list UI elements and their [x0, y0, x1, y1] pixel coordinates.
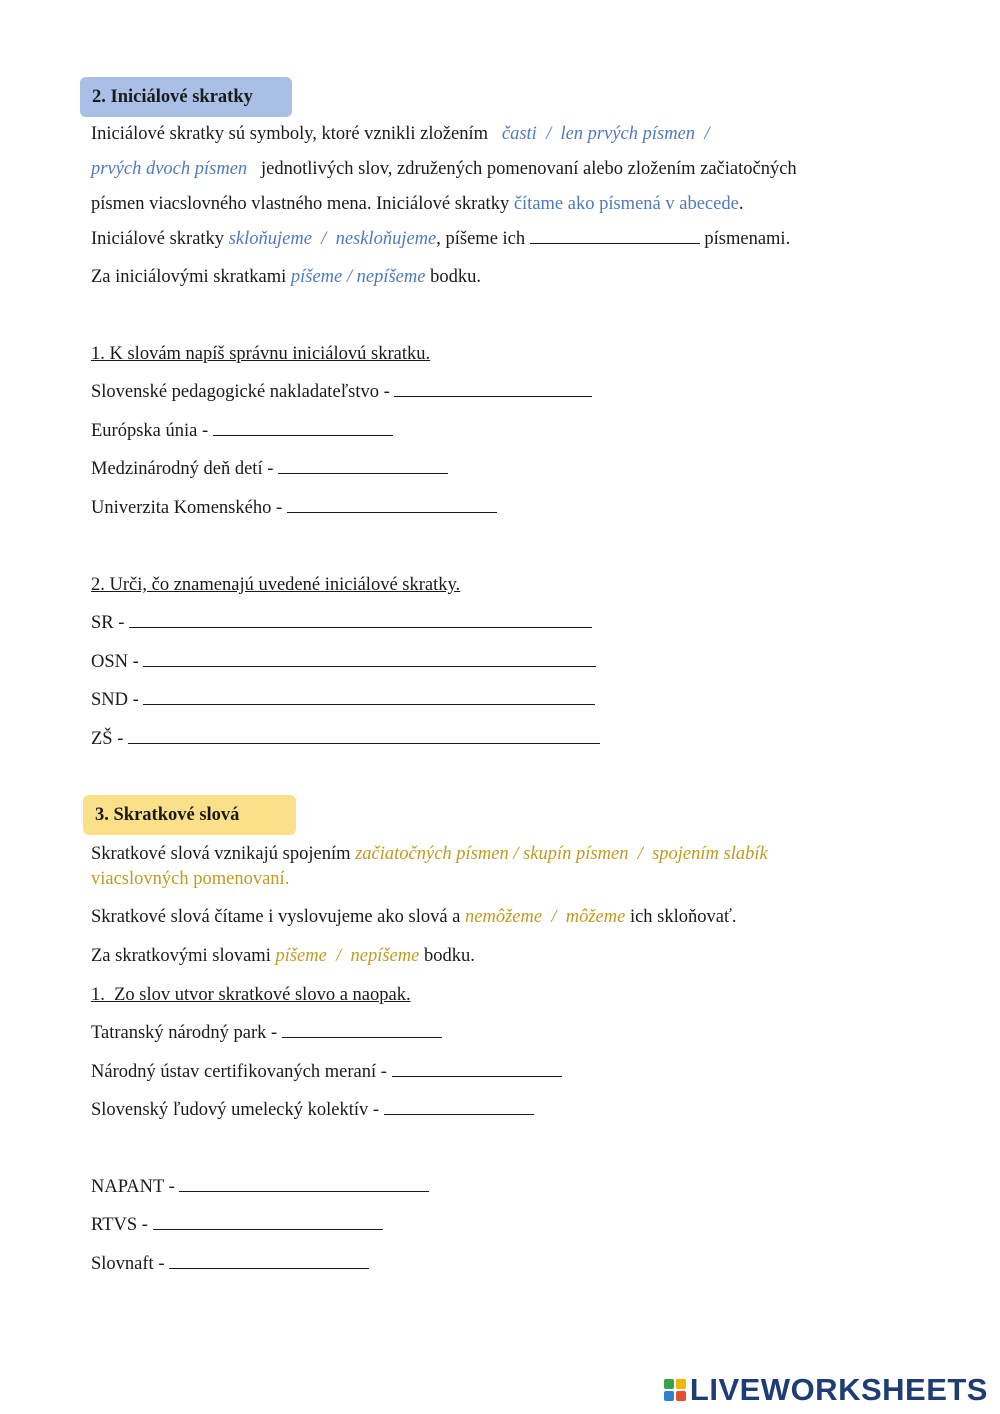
exercise-2-2-item: SR - — [91, 611, 592, 635]
liveworksheets-logo-icon — [664, 1379, 686, 1401]
answer-blank[interactable] — [213, 419, 393, 436]
answer-blank[interactable] — [153, 1213, 383, 1230]
option-prvych-dvoch-pismen[interactable]: prvých dvoch písmen — [91, 159, 248, 179]
answer-blank[interactable] — [384, 1098, 534, 1115]
answer-blank[interactable] — [128, 727, 600, 744]
exercise-2-1-title: 1. K slovám napíš správnu iniciálovú skratku. — [91, 344, 431, 364]
option-nemozeme[interactable]: nemôžeme — [465, 907, 543, 927]
section-2-paragraph-line-4: Iniciálové skratky skloňujeme / neskloňujeme, píšeme ich písmenami. — [91, 229, 791, 249]
section-2-paragraph-line-5: Za iniciálovými skratkami píšeme / nepíšeme bodku. — [91, 267, 481, 287]
exercise-2-1-item: Európska únia - — [91, 419, 393, 443]
answer-blank[interactable] — [143, 688, 595, 705]
option-mozeme[interactable]: môžeme — [565, 907, 626, 927]
exercise-3-1-item-2: NAPANT - — [91, 1175, 429, 1199]
answer-blank[interactable] — [278, 457, 448, 474]
exercise-3-1-item-2: RTVS - — [91, 1213, 383, 1237]
exercise-3-1-item: Tatranský národný park - — [91, 1021, 442, 1045]
exercise-3-1-title: 1. Zo slov utvor skratkové slovo a naopak. — [91, 985, 411, 1005]
section-3-paragraph-line-3: Skratkové slová čítame i vyslovujeme ako slová a nemôžeme / môžeme ich skloňovať. — [91, 907, 737, 927]
option-sklonujeme[interactable]: skloňujeme — [228, 229, 312, 249]
option-nepiseme[interactable]: nepíšeme — [350, 946, 420, 966]
option-nesklonujeme[interactable]: neskloňujeme — [335, 229, 437, 249]
exercise-2-1-item: Slovenské pedagogické nakladateľstvo - — [91, 380, 592, 404]
answer-blank[interactable] — [143, 650, 596, 667]
answer-blank[interactable] — [169, 1252, 369, 1269]
exercise-2-2-item: OSN - — [91, 650, 596, 674]
blank-pismenami[interactable] — [530, 227, 700, 244]
section-3-heading: 3. Skratkové slová — [83, 795, 296, 835]
exercise-2-1-item: Univerzita Komenského - — [91, 496, 497, 520]
answer-citame-ako-pismena: čítame ako písmená v abecede — [513, 194, 739, 214]
options-zaciatocnych-skupin-slabik[interactable]: začiatočných písmen / skupín písmen / spojením slabík — [355, 844, 768, 864]
exercise-2-2-item: ZŠ - — [91, 727, 600, 751]
answer-blank[interactable] — [129, 611, 592, 628]
option-piseme[interactable]: píšeme — [275, 946, 327, 966]
section-3-paragraph-line-2: viacslovných pomenovaní. — [91, 869, 290, 889]
option-casti[interactable]: časti — [501, 124, 537, 144]
exercise-2-2-title: 2. Urči, čo znamenajú uvedené iniciálové skratky. — [91, 575, 461, 595]
answer-blank[interactable] — [287, 496, 497, 513]
exercise-3-1-item: Národný ústav certifikovaných meraní - — [91, 1060, 562, 1084]
section-2-heading: 2. Iniciálové skratky — [80, 77, 292, 117]
exercise-3-1-item-2: Slovnaft - — [91, 1252, 369, 1276]
section-2-paragraph-line-1: Iniciálové skratky sú symboly, ktoré vznikli zložením časti / len prvých písmen / — [91, 124, 710, 144]
liveworksheets-logo-text: LIVEWORKSHEETS — [689, 1372, 988, 1407]
answer-blank[interactable] — [394, 380, 592, 397]
section-3-paragraph-line-4: Za skratkovými slovami píšeme / nepíšeme bodku. — [91, 946, 475, 966]
exercise-3-1-item: Slovenský ľudový umelecký kolektív - — [91, 1098, 534, 1122]
answer-blank[interactable] — [179, 1175, 429, 1192]
section-2-paragraph-line-2: prvých dvoch písmen jednotlivých slov, združených pomenovaní alebo zložením začiatočných — [91, 159, 797, 179]
exercise-2-1-item: Medzinárodný deň detí - — [91, 457, 448, 481]
option-len-prvych-pismen[interactable]: len prvých písmen — [560, 124, 696, 144]
section-2-paragraph-line-3: písmen viacslovného vlastného mena. Iniciálové skratky čítame ako písmená v abecede. — [91, 194, 744, 214]
answer-blank[interactable] — [282, 1021, 442, 1038]
answer-blank[interactable] — [392, 1060, 562, 1077]
section-3-paragraph-line-1: Skratkové slová vznikajú spojením začiatočných písmen / skupín písmen / spojením slabík — [91, 844, 768, 864]
exercise-2-2-item: SND - — [91, 688, 595, 712]
liveworksheets-logo — [664, 1374, 988, 1406]
option-piseme-nepiseme[interactable]: píšeme / nepíšeme — [290, 267, 426, 287]
